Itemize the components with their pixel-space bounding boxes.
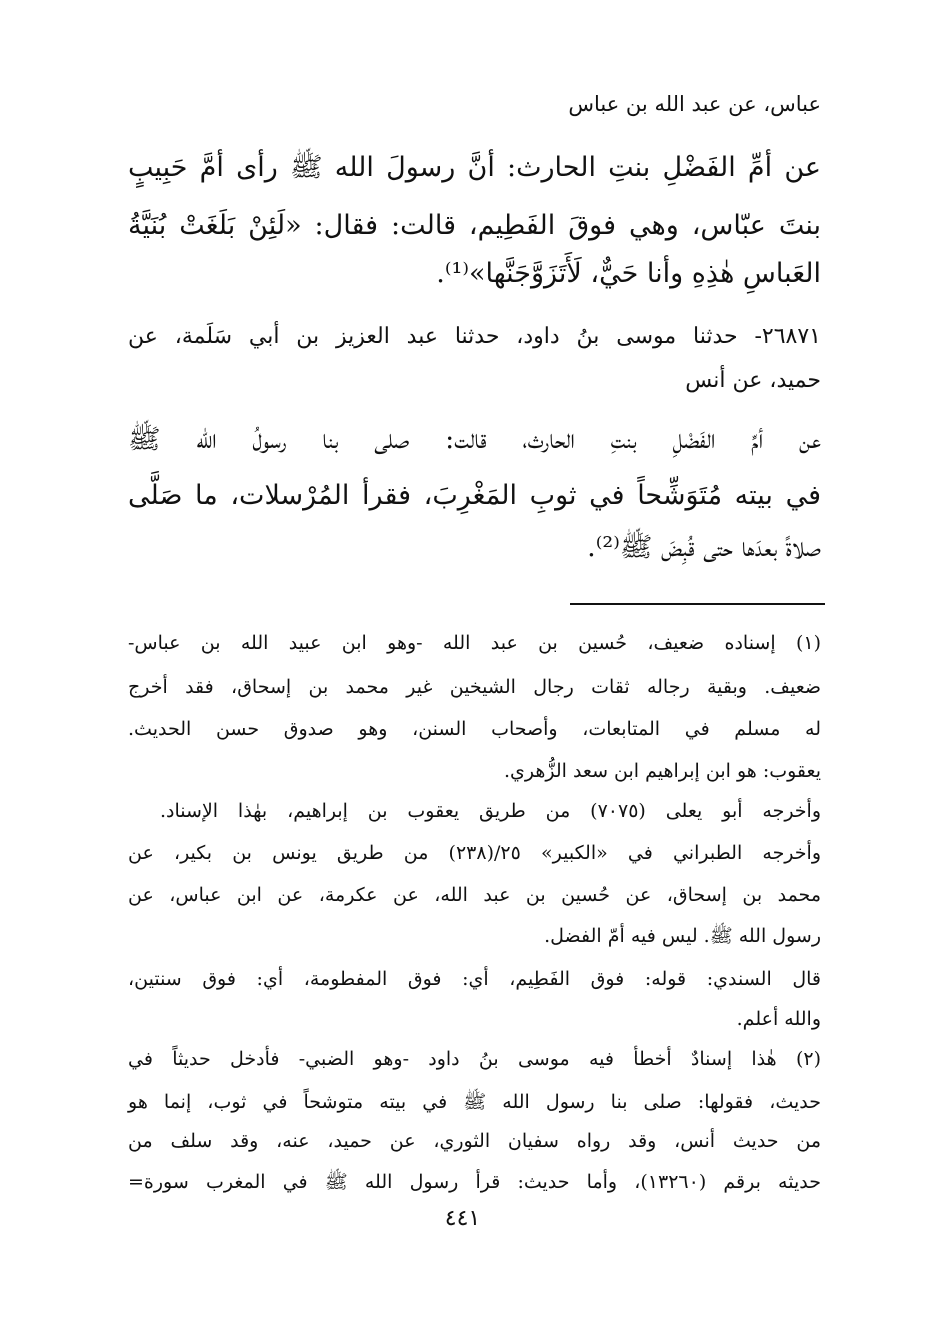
isnad-line: حميد، عن أنس xyxy=(685,368,821,393)
footnote-separator xyxy=(570,603,825,605)
hadith-1-line: عن أمِّ الفَضْلِ بنتِ الحارث: أنَّ رسولَ الله ﷺ رأى أمَّ حَبِيبٍ xyxy=(128,152,821,183)
footnote-line: (١) إسناده ضعيف، حُسين بن عبد الله -وهو ابن عبيد الله بن عباس- xyxy=(128,632,821,654)
hadith-2-line: في بيته مُتَوَشِّحاً في ثوبِ المَغْرِبَ، فقرأ المُرْسلات، ما صَلَّى xyxy=(128,480,821,511)
footnote-line: يعقوب: هو ابن إبراهيم ابن سعد الزُّهري. xyxy=(503,760,821,782)
footnote-line: له مسلم في المتابعات، وأصحاب السنن، وهو صدوق حسن الحديث. xyxy=(128,718,821,740)
footnote-line: محمد بن إسحاق، عن حُسين بن عبد الله، عن عكرمة، عن ابن عباس، عن xyxy=(128,884,821,906)
isnad-line: ٢٦٨٧١- حدثنا موسى بنُ داود، حدثنا عبد العزيز بن أبي سَلَمة، عن xyxy=(128,324,821,349)
footnote-line: ضعيف. وبقية رجاله ثقات رجال الشيخين غير محمد بن إسحاق، فقد أخرج xyxy=(128,676,821,698)
hadith-1-line: العَباسِ هٰذِهِ وأنا حَيٌّ، لَأَتَزَوَّجَنَّها»⁽¹⁾. xyxy=(436,258,821,289)
footnote-line: حديث، فقولها: صلى بنا رسول الله ﷺ في بيته متوشحاً في ثوب، إنما هو xyxy=(128,1091,821,1113)
footnote-line: حديثه برقم (١٣٢٦٠)، وأما حديث: قرأ رسول الله ﷺ في المغرب سورة= xyxy=(128,1171,821,1193)
footnote-line: وأخرجه أبو يعلى (٧٠٧٥) من طريق يعقوب بن إبراهيم، بهٰذا الإسناد. xyxy=(160,800,822,822)
footnote-line: قال السندي: قوله: فوق الفَطِيم، أي: فوق المفطومة، أي: فوق سنتين، xyxy=(128,968,821,990)
footnote-line: والله أعلم. xyxy=(736,1008,821,1030)
footnote-line: رسول الله ﷺ. ليس فيه أمّ الفضل. xyxy=(544,925,821,947)
page-number: ٤٤١ xyxy=(444,1206,481,1231)
hadith-2-line: عن أمِّ الفَضْلِ بنتِ الحارث، قالت: صلى بنا رسولُ الله ﷺ xyxy=(128,424,821,455)
running-header: عباس، عن عبد الله بن عباس xyxy=(568,92,821,116)
footnote-line: من حديث أنس، وقد رواه سفيان الثوري، عن حميد، عنه، وقد سلف من xyxy=(128,1130,821,1152)
footnote-line: (٢) هٰذا إسنادٌ أخطأ فيه موسى بنُ داود -وهو الضبي- فأدخل حديثاً في xyxy=(128,1048,821,1070)
hadith-1-line: بنتَ عبّاس، وهي فوقَ الفَطِيم، قالت: فقال: «لَئِنْ بَلَغَتْ بُنَيَّةُ xyxy=(128,210,821,241)
footnote-line: وأخرجه الطبراني في «الكبير» ٢٥/(٢٣٨) من طريق يونس بن بكير، عن xyxy=(128,842,821,864)
hadith-2-line: صلاةً بعدَها حتى قُبِضَ ﷺ⁽²⁾. xyxy=(587,532,821,563)
